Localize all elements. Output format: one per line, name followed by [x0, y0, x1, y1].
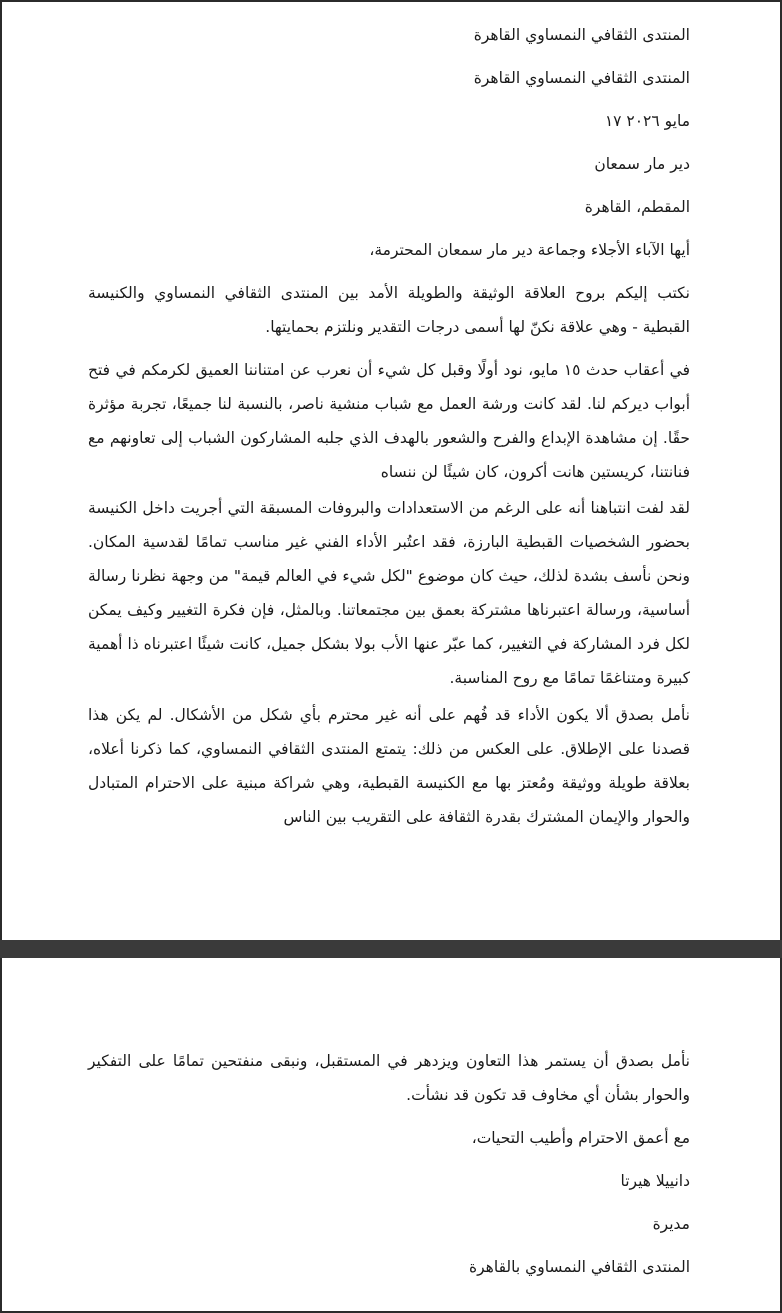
- paragraph-4: نأمل بصدق ألا يكون الأداء قد فُهم على أنه غير محترم بأي شكل من الأشكال. لم يكن هذا قصدنا على الإطلاق. على العكس من ذلك: يتمتع المنتدى الثقافي النمساوي، كما ذكرنا أعلاه، بعلاقة طويلة ووثيقة ومُعتز بها مع الكنيسة القبطية، وهي شراكة مبنية على الاحترام المتبادل والحوار والإيمان المشترك بقدرة الثقافة على التقريب بين الناس: [88, 706, 690, 826]
- paragraph-3: لقد لفت انتباهنا أنه على الرغم من الاستعدادات والبروفات المسبقة التي أجريت داخل الكنيسة بحضور الشخصيات القبطية البارزة، فقد اعتُبر الأداء الفني غير مناسب تمامًا لقدسية المكان. ونحن نأسف بشدة لذلك، حيث كان موضوع "لكل شيء في العالم قيمة" من وجهة نظرنا رسالة أساسية، ورسالة اعتبرناها مشتركة بعمق بين مجتمعاتنا. وبالمثل، فإن فكرة التغيير وكيف يمكن لكل فرد المشاركة في التغيير، كما عبّر عنها الأب بولا بشكل جميل، كانت شيئًا اعتبرناه ذا أهمية كبيرة ومتناغمًا تمامًا مع روح المناسبة.: [88, 499, 690, 687]
- header-line-2: المنتدى الثقافي النمساوي القاهرة: [473, 69, 690, 87]
- recipient-name: دير مار سمعان: [594, 155, 690, 173]
- signer-name: دانييلا هيرتا: [620, 1172, 690, 1190]
- signer-title: مديرة: [652, 1215, 690, 1233]
- paragraph-5: نأمل بصدق أن يستمر هذا التعاون ويزدهر في المستقبل، ونبقى منفتحين تمامًا على التفكير والحوار بشأن أي مخاوف قد تكون قد نشأت.: [88, 1052, 690, 1104]
- salutation: أيها الآباء الأجلاء وجماعة دير مار سمعان المحترمة،: [369, 241, 690, 259]
- paragraph-1: نكتب إليكم بروح العلاقة الوثيقة والطويلة الأمد بين المنتدى الثقافي النمساوي والكنيسة القبطية - وهي علاقة نكنّ لها أسمى درجات التقدير ونلتزم بحمايتها.: [88, 284, 690, 336]
- paragraph-2: في أعقاب حدث ١٥ مايو، نود أولًا وقبل كل شيء أن نعرب عن امتناننا العميق لكرمكم في فتح أبواب ديركم لنا. لقد كانت ورشة العمل مع شباب منشية ناصر، بالنسبة لنا جميعًا، تجربة مؤثرة حقًا. إن مشاهدة الإبداع والفرح والشعور بالهدف الذي جلبه المشاركون الشباب إلى تعاونهم مع فنانتنا، كريستين هانت أكرون، كان شيئًا لن ننساه: [88, 361, 690, 481]
- letter-page-2: [0, 958, 782, 1313]
- page-separator: [0, 940, 782, 958]
- recipient-address: المقطم، القاهرة: [584, 198, 690, 216]
- letter-date: مايو ٢٠٢٦ ١٧: [604, 112, 690, 130]
- closing: مع أعمق الاحترام وأطيب التحيات،: [471, 1129, 690, 1147]
- header-line-1: المنتدى الثقافي النمساوي القاهرة: [473, 26, 690, 44]
- signer-org: المنتدى الثقافي النمساوي بالقاهرة: [469, 1258, 690, 1276]
